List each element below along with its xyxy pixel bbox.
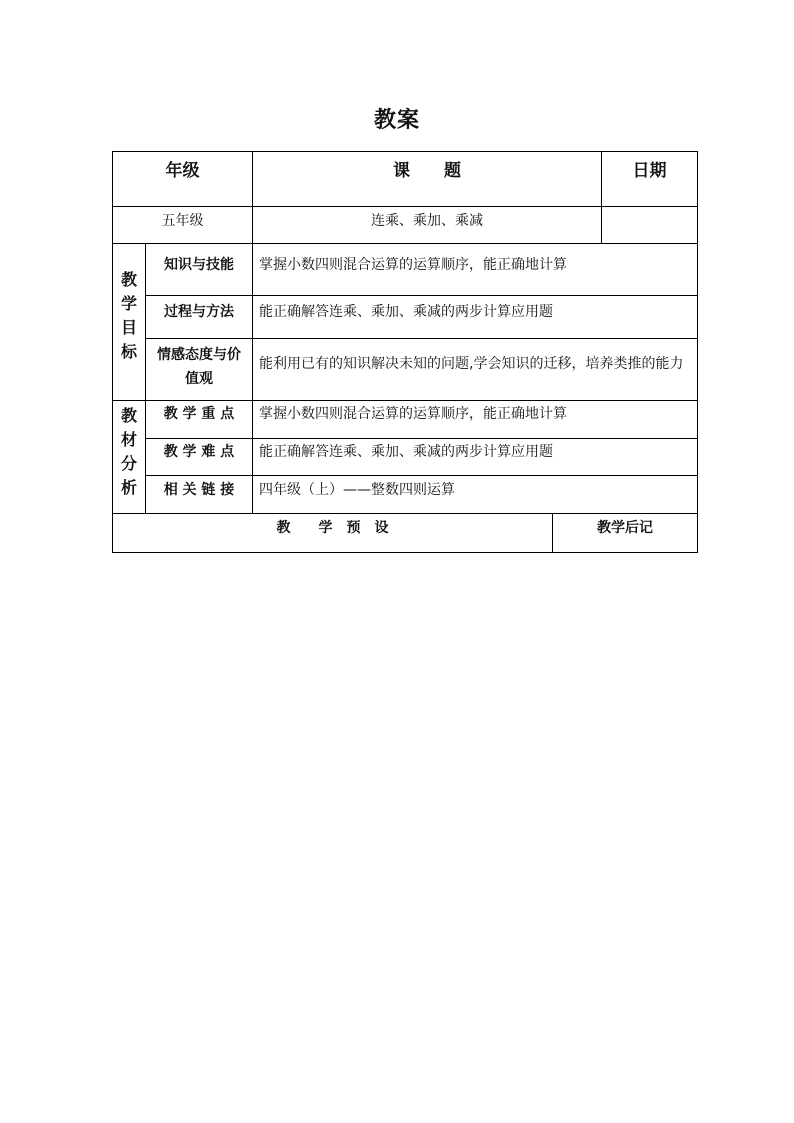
document-title: 教案 — [373, 108, 420, 133]
goal-label-knowledge: 知识与技能 — [164, 257, 234, 273]
goal-content-knowledge: 掌握小数四则混合运算的运算顺序，能正确地计算 — [259, 257, 567, 273]
goal-content-attitude: 能利用已有的知识解决未知的问题,学会知识的迁移，培养类推的能力 — [259, 356, 684, 372]
goal-label-process: 过程与方法 — [164, 304, 234, 320]
analysis-label-char: 材 — [120, 430, 137, 449]
goal-label-attitude — [146, 343, 252, 391]
analysis-label-char: 分 — [120, 454, 137, 473]
goals-label-char: 学 — [120, 294, 137, 313]
analysis-content-links: 四年级（上）——整数四则运算 — [259, 482, 455, 498]
header-topic: 课 题 — [393, 161, 461, 181]
goal-label-attitude-line2: 值观 — [185, 371, 213, 387]
analysis-group-label — [113, 404, 145, 500]
goals-group-label — [113, 268, 145, 364]
analysis-label-char: 析 — [120, 478, 137, 497]
analysis-content-difficulty: 能正确解答连乘、乘加、乘减的两步计算应用题 — [259, 444, 553, 460]
goals-label-char: 目 — [120, 318, 137, 337]
goal-label-attitude-line1: 情感态度与价 — [157, 347, 241, 363]
topic-value: 连乘、乘加、乘减 — [371, 213, 483, 229]
header-grade: 年级 — [165, 161, 200, 181]
analysis-content-key-point: 掌握小数四则混合运算的运算顺序，能正确地计算 — [259, 406, 567, 422]
analysis-label-difficulty: 教 学 难 点 — [163, 444, 235, 460]
goals-label-char: 标 — [120, 342, 137, 361]
goals-label-char: 教 — [120, 270, 137, 289]
analysis-label-key-point: 教 学 重 点 — [163, 406, 235, 422]
footer-notes: 教学后记 — [597, 520, 653, 536]
analysis-label-char: 教 — [120, 406, 137, 425]
footer-preset: 教 学 预 设 — [276, 520, 389, 536]
goal-content-process: 能正确解答连乘、乘加、乘减的两步计算应用题 — [259, 304, 553, 320]
header-date: 日期 — [632, 161, 667, 181]
grade-value: 五年级 — [161, 213, 204, 229]
analysis-label-links: 相 关 链 接 — [163, 482, 235, 498]
